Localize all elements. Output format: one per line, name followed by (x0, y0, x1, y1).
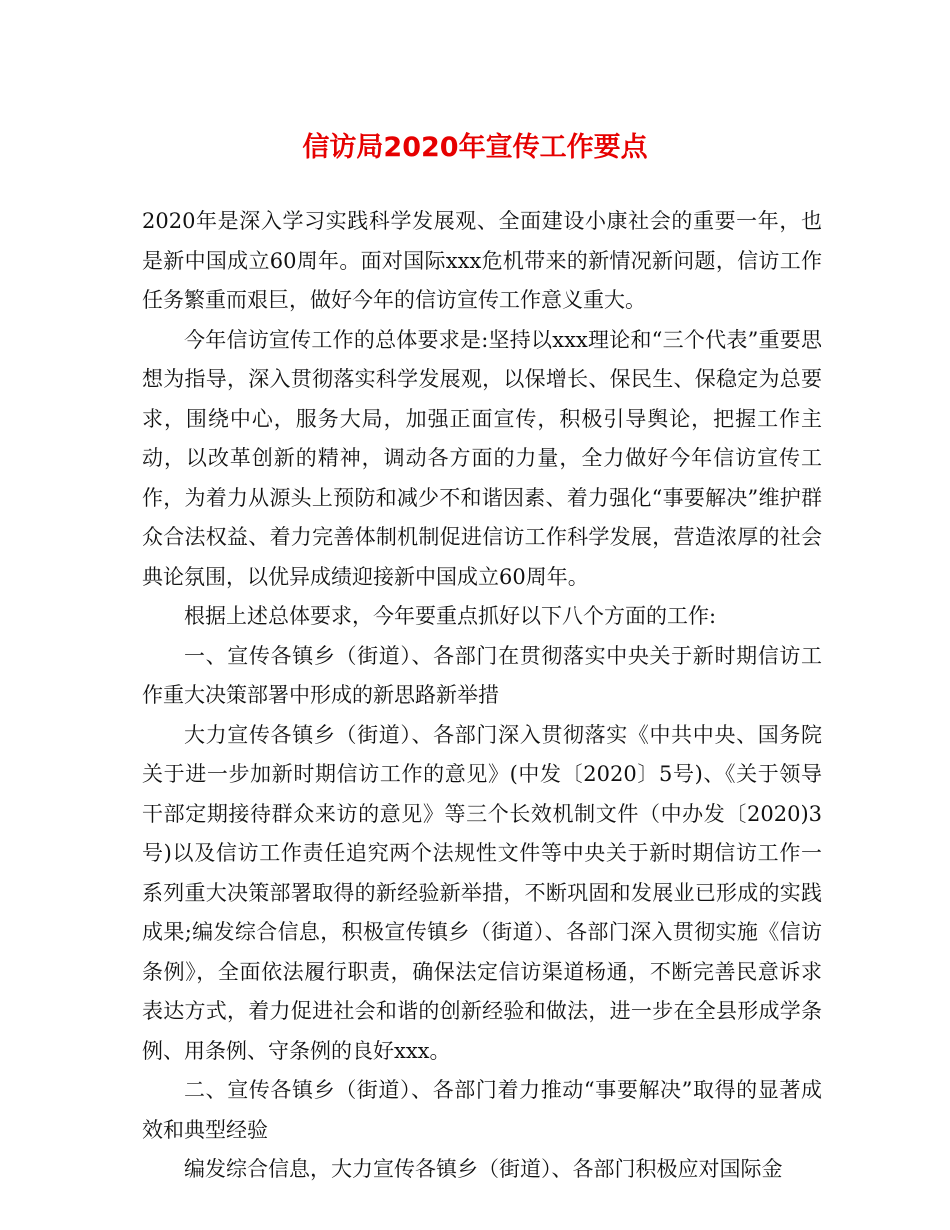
section-heading-2: 二、宣传各镇乡（街道）、各部门着力推动“事要解决”取得的显著成效和典型经验 (142, 1078, 822, 1142)
paragraph-section-1-body: 大力宣传各镇乡（街道）、各部门深入贯彻落实《中共中央、国务院关于进一步加新时期信访工作的意见》(中发〔2020〕5号)、《关于领导干部定期接待群众来访的意见》等三个长效机制文件（中办发〔2020)3号)以及信访工作责任追究两个法规性文件等中央关于新时期信访工作一系列重大决策部署取得的新经验新举措，不断巩固和发展业已形成的实践成果;编发综合信息，积极宣传镇乡（街道）、各部门深入贯彻实施《信访条例》，全面依法履行职责，确保法定信访渠道杨通，不断完善民意诉求表达方式，着力促进社会和谐的创新经验和做法，进一步在全县形成学条例、用条例、守条例的良好xxx。 (142, 722, 822, 1063)
document-title: 信访局2020年宣传工作要点 (302, 132, 648, 163)
paragraph-eight-aspects: 根据上述总体要求，今年要重点抓好以下八个方面的工作: (184, 604, 717, 628)
paragraph-intro: 2020年是深入学习实践科学发展观、全面建设小康社会的重要一年，也是新中国成立60周年。面对国际xxx危机带来的新情况新问题，信访工作任务繁重而艰巨，做好今年的信访宣传工作意义重大。 (142, 209, 822, 312)
section-heading-1: 一、宣传各镇乡（街道）、各部门在贯彻落实中央关于新时期信访工作重大决策部署中形成的新思路新举措 (142, 643, 822, 707)
document-body (142, 202, 822, 1190)
paragraph-general-requirements: 今年信访宣传工作的总体要求是:坚持以xxx理论和“三个代表”重要思想为指导，深入贯彻落实科学发展观，以保增长、保民生、保稳定为总要求，围绕中心，服务大局，加强正面宣传，积极引导舆论，把握工作主动，以改革创新的精神，调动各方面的力量，全力做好今年信访宣传工作，为着力从源头上预防和减少不和谐因素、着力强化“事要解决”维护群众合法权益、着力完善体制机制促进信访工作科学发展，营造浓厚的社会典论氛围，以优异成绩迎接新中国成立60周年。 (142, 327, 822, 589)
paragraph-section-2-body: 编发综合信息，大力宣传各镇乡（街道）、各部门积极应对国际金 (184, 1157, 783, 1181)
